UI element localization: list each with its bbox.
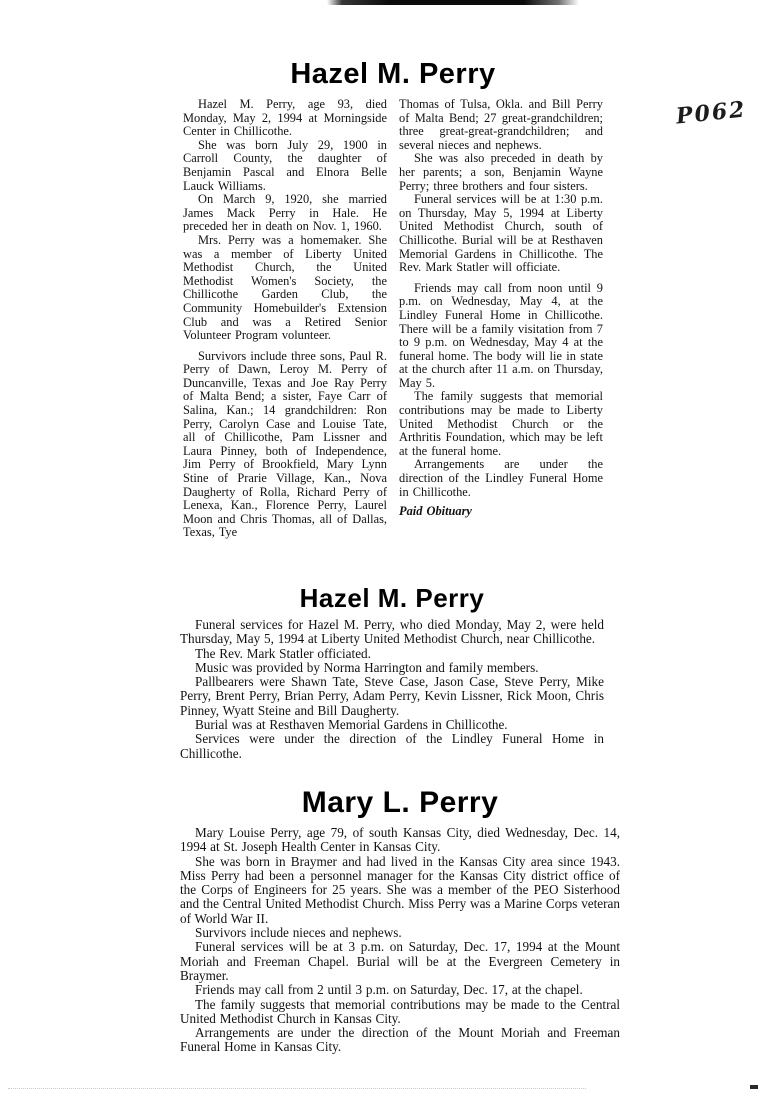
obituary-title: Mary L. Perry	[301, 786, 499, 819]
paragraph: Services were under the direction of the Lindley Funeral Home in Chillicothe.	[180, 731, 604, 761]
paragraph: The family suggests that memorial contributions may be made to the Central United Methodist Church in Kansas City.	[180, 996, 620, 1026]
obituary-hazel-perry-funeral-report	[180, 585, 604, 761]
obituary-title: Hazel M. Perry	[290, 58, 496, 90]
scan-artifact-bottom-rule	[8, 1088, 586, 1089]
paragraph: Mrs. Perry was a homemaker. She was a member of Liberty United Methodist Church, the United Methodist Women's Society, the Chillicothe Garden Club, the Community Homebuilder's Extension Club and was a Retired Senior Volunteer Program volunteer.	[183, 232, 387, 343]
paragraph: Hazel M. Perry, age 93, died Monday, May 2, 1994 at Morningside Center in Chillicothe.	[183, 97, 387, 139]
single-column-body	[180, 618, 604, 761]
paragraph: She was also preceded in death by her parents; a son, Benjamin Wayne Perry; three brothers and four sisters.	[399, 151, 603, 193]
paragraph: Arrangements are under the direction of the Lindley Funeral Home in Chillicothe.	[399, 457, 603, 499]
paragraph: Arrangements are under the direction of the Mount Moriah and Freeman Funeral Home in Kansas City.	[180, 1025, 620, 1055]
paragraph: The family suggests that memorial contributions may be made to Liberty United Methodist Church or the Arthritis Foundation, which may be left at the funeral home.	[399, 389, 603, 458]
paragraph: The Rev. Mark Statler officiated.	[195, 645, 371, 661]
obituary-mary-perry	[180, 788, 620, 1055]
single-column-body	[180, 826, 620, 1055]
right-column	[399, 98, 603, 540]
paragraph: Survivors include three sons, Paul R. Perry of Dawn, Leroy M. Perry of Duncanville, Texas and Joe Ray Perry of Malta Bend; a sister, Faye Carr of Salina, Kan.; 14 grandchildren: Ron Perry, Carolyn Case and Louise Tate, all of Chillicothe, Pam Lissner and Laura Pinney, both of Independence, Jim Perry of Brookfield, Mary Lynn Stine of Prarie Village, Kan., Nova Daugherty of Rolla, Richard Perry of Lenexa, Kan., Florence Perry, Laurel Moon and Chris Thomas, all of Dallas, Texas, Tye	[183, 348, 387, 540]
paragraph: On March 9, 1920, she married James Mack Perry in Hale. He preceded her in death on Nov. 1, 1960.	[183, 192, 387, 234]
paragraph: Funeral services for Hazel M. Perry, who died Monday, May 2, were held Thursday, May 5, 1994 at Liberty United Methodist Church, near Chillicothe.	[180, 617, 604, 647]
paragraph: Thomas of Tulsa, Okla. and Bill Perry of Malta Bend; 27 great-grandchildren; three great-great-grandchildren; and several nieces and nephews.	[399, 97, 603, 152]
obituary-hazel-perry-clipping	[183, 60, 603, 540]
handwritten-code: P062	[674, 96, 748, 130]
paragraph: Friends may call from noon until 9 p.m. on Wednesday, May 4, at the Lindley Funeral Home in Chillicothe. There will be a family visitation from 7 to 9 p.m. on Wednesday, May 4 at the funeral home. The body will lie in state at the church after 11 a.m. on Thursday, May 5.	[399, 280, 603, 390]
paragraph: Mary Louise Perry, age 79, of south Kansas City, died Wednesday, Dec. 14, 1994 at St. Joseph Health Center in Kansas City.	[180, 825, 620, 855]
scan-artifact-bottom-mark	[750, 1085, 758, 1089]
two-column-body	[183, 98, 603, 540]
obituary-title: Hazel M. Perry	[299, 583, 485, 613]
left-column	[183, 98, 387, 540]
scan-artifact-top-bar	[327, 0, 579, 5]
paragraph: She was born in Braymer and had lived in the Kansas City area since 1943. Miss Perry had been a personnel manager for the Kansas City district office of the Corps of Engineers for 25 years. She was a member of the PEO Sisterhood and the Central United Methodist Church. Miss Perry was a Marine Corps veteran of World War II.	[180, 853, 620, 926]
paid-obituary-credit: Paid Obituary	[399, 504, 472, 519]
paragraph: She was born July 29, 1900 in Carroll County, the daughter of Benjamin Pascal and Elnora Belle Lauck Williams.	[183, 137, 387, 193]
paragraph: Burial was at Resthaven Memorial Gardens in Chillicothe.	[195, 717, 508, 733]
paragraph: Pallbearers were Shawn Tate, Steve Case, Jason Case, Steve Perry, Mike Perry, Brent Perry, Brian Perry, Adam Perry, Kevin Lissner, Rick Moon, Chris Pinney, Wyatt Steine and Bill Daugherty.	[180, 674, 604, 718]
paragraph: Funeral services will be at 1:30 p.m. on Thursday, May 5, 1994 at Liberty United Methodist Church, south of Chillicothe. Burial will be at Resthaven Memorial Gardens in Chillicothe. The Rev. Mark Statler will officiate.	[399, 192, 603, 275]
paragraph: Funeral services will be at 3 p.m. on Saturday, Dec. 17, 1994 at the Mount Moriah and Freeman Chapel. Burial will be at the Evergreen Cemetery in Braymer.	[180, 939, 620, 983]
paragraph: Friends may call from 2 until 3 p.m. on Saturday, Dec. 17, at the chapel.	[195, 982, 583, 998]
paragraph: Survivors include nieces and nephews.	[195, 925, 402, 941]
paragraph: Music was provided by Norma Harrington and family members.	[195, 659, 539, 675]
